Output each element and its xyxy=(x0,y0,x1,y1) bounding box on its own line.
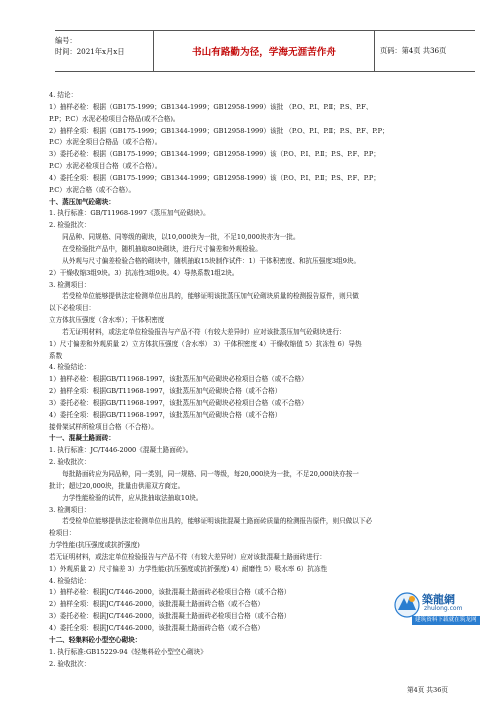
page-footer: 第4页 共36页 xyxy=(406,686,448,694)
body-text-line: 1. 执行标准：JC/T446-2000《混凝土路面砖》。 xyxy=(49,446,193,455)
body-text-line: P.C）水泥必检项目合格（或不合格）。 xyxy=(49,162,162,171)
body-text-line: 每批路面砖应为同品种，同一类别，同一规格、同一等级，每20,000块为一批，不足20,000块亦按一 xyxy=(49,470,359,478)
body-text-line: 1）尺寸偏差和外观质量 2）立方体抗压强度（含水率） 3）干体积密度 4）干燥收缩值 5）抗冻性 6）导热 xyxy=(49,339,362,348)
doc-number-label: 编号： xyxy=(55,36,77,45)
body-text-line: 检项目： xyxy=(49,529,76,538)
body-text-line: 3）委托必检：根据JC/T446-2000，该批混凝土路面砖必检项目合格（或不合格） xyxy=(49,612,291,621)
body-text-line: 2）抽样全项：根据JC/T446-2000，该批混凝土路面砖合格（或不合格） xyxy=(49,600,264,609)
body-text-line: 2. 验收批次： xyxy=(49,458,91,467)
section-heading: 十一、混凝土路面砖： xyxy=(49,434,115,443)
body-text-line: 力学性能检验的试件，应从批抽取法抽取10块。 xyxy=(49,493,203,502)
body-text-line: 若受检单位能够提供法定检测单位出具的，能够证明该批混凝土路面砖质量的检测报告原件，则只做以下必 xyxy=(49,517,373,526)
watermark-url: zhulong.com xyxy=(424,605,463,612)
body-text-line: P.P；P.C）水泥必检项目合格品(或不合格)。 xyxy=(49,114,180,123)
body-text-line: 若无证明材料，或法定单位检验报告与产品不符（有较大差异时）应对该批混凝土路面砖进行： xyxy=(49,552,326,561)
body-text-line: 1. 执行标准：GB/T11968-1997《蒸压加气砼砌块》。 xyxy=(49,209,210,218)
body-text-line: 力学性能(抗压强度或抗折强度) xyxy=(49,541,140,550)
body-text-line: 4）委托全项：根据（GB175-1999；GB1344-1999；GB12958-1999）该（P.O、P.Ⅰ、P.Ⅱ；P.S、P.F、P.P； xyxy=(49,173,380,182)
body-text-line: P.C）水泥合格（或不合格）。 xyxy=(49,185,136,194)
header-motto: 书山有路勤为径，学海无涯苦作舟 xyxy=(153,31,375,71)
section-heading: 十、蒸压加气砼砌块： xyxy=(49,197,115,206)
body-text-line: 1）抽样必检：根据JC/T446-2000，该批混凝土路面砖必检项目合格（或不合格） xyxy=(49,588,291,597)
watermark-tagline: 建筑资料下载就在筑龙网 xyxy=(412,616,480,625)
body-text-line: 系数 xyxy=(49,351,63,360)
body-text-line: 4）委托全项：根据GB/T11968-1997，该批蒸压加气砼砌块合格（或不合格） xyxy=(49,410,282,419)
body-text-line: 1）抽样必检：根据（GB175-1999；GB1344-1999；GB12958-1999）该批 （P.O、P.Ⅰ、P.Ⅱ；P.S、P.F、 xyxy=(49,102,373,111)
body-text-line: 4. 结论： xyxy=(49,91,78,99)
body-text-line: 4. 检验结论： xyxy=(49,576,91,585)
body-text-line: 1）外观质量 2）尺寸偏差 3）力学性能(抗压强度或抗折强度) 4）耐磨性 5）吸水率 6）抗冻性 xyxy=(49,564,328,573)
header-info xyxy=(55,31,153,71)
body-text-line: 在受检验批产品中，随机抽取80块砌块，进行尺寸偏差和外观检验。 xyxy=(49,244,262,253)
body-text-line: 2）干燥收缩3组9块。3）抗冻性3组9块。4）导热系数1组2块。 xyxy=(49,268,239,277)
time-label: 时间：2021年x月x日 xyxy=(55,47,125,56)
body-text-line: 批计；超过20,000块，批量由供需双方商定。 xyxy=(49,481,185,490)
body-text-line: 从外观与尺寸偏差检验合格的砌块中，随机抽取15块制作试件：1）干体积密度、和抗压强度3组9块。 xyxy=(49,256,361,265)
body-text-line: 2. 检验批次： xyxy=(49,221,91,230)
body-text-line: 3. 检测项目： xyxy=(49,280,91,289)
body-text-line: 2）抽样全项：根据GB/T11968-1997，该批蒸压加气砼砌块合格（或不合格） xyxy=(49,387,282,396)
body-text-line: 3）委托必检：根据（GB175-1999；GB1344-1999；GB12958-1999）该（P.O、P.Ⅰ、P.Ⅱ；P.S、P.F、P.P； xyxy=(49,150,380,159)
body-text-line: 接骨架试样所检项目合格（不合格）。 xyxy=(49,422,158,431)
body-text-line: 同品种、同规格、同等级的砌块，以10,000块为一批，不足10,000块亦为一批。 xyxy=(49,233,300,242)
body-text-line: 2. 验收批次： xyxy=(49,659,91,668)
body-text-line: 以下必检项目： xyxy=(49,304,96,313)
header-page-label: 页码：第4页 共36页 xyxy=(380,46,447,55)
body-text-line: 1. 执行标准:GB15229-94《轻集料砼小型空心砌块》 xyxy=(49,647,207,656)
document-body xyxy=(49,90,469,670)
section-heading: 十二、轻集料砼小型空心砌块： xyxy=(49,635,142,644)
body-text-line: 2）抽样全项：根据（GB175-1999；GB1344-1999；GB12958-1999）该批 （P.O、P.Ⅰ、P.Ⅱ；P.S、P.F、P.P； xyxy=(49,126,389,135)
body-text-line: 若受检单位能够提供法定检测单位出具的，能够证明该批蒸压加气砼砌块质量的检测报告原件，则只做 xyxy=(49,292,359,301)
zhulong-watermark-logo xyxy=(390,588,500,630)
body-text-line: 若无证明材料，或法定单位检验报告与产品不符（有较大差异时）应对该批蒸压加气砼砌块进行： xyxy=(49,327,346,336)
watermark-name: 築龍網 xyxy=(422,593,455,606)
body-text-line: 1）抽样必检：根据GB/T11968-1997，该批蒸压加气砼砌块必检项目合格（或不合格） xyxy=(49,375,308,384)
body-text-line: 4）委托全项：根据JC/T446-2000，该批混凝土路面砖合格（或不合格） xyxy=(49,623,264,632)
body-text-line: P.C）水泥全项目合格品（或不合格）。 xyxy=(49,138,162,147)
body-text-line: 立方体抗压强度（含水率）；干体积密度 xyxy=(49,316,165,325)
body-text-line: 4. 检验结论： xyxy=(49,363,91,372)
page-header xyxy=(55,30,475,72)
body-text-line: 3）委托必检：根据GB/T11968-1997，该批蒸压加气砼砌块必检项目合格（或不合格） xyxy=(49,398,308,407)
body-text-line: 3. 检测项目： xyxy=(49,505,91,514)
